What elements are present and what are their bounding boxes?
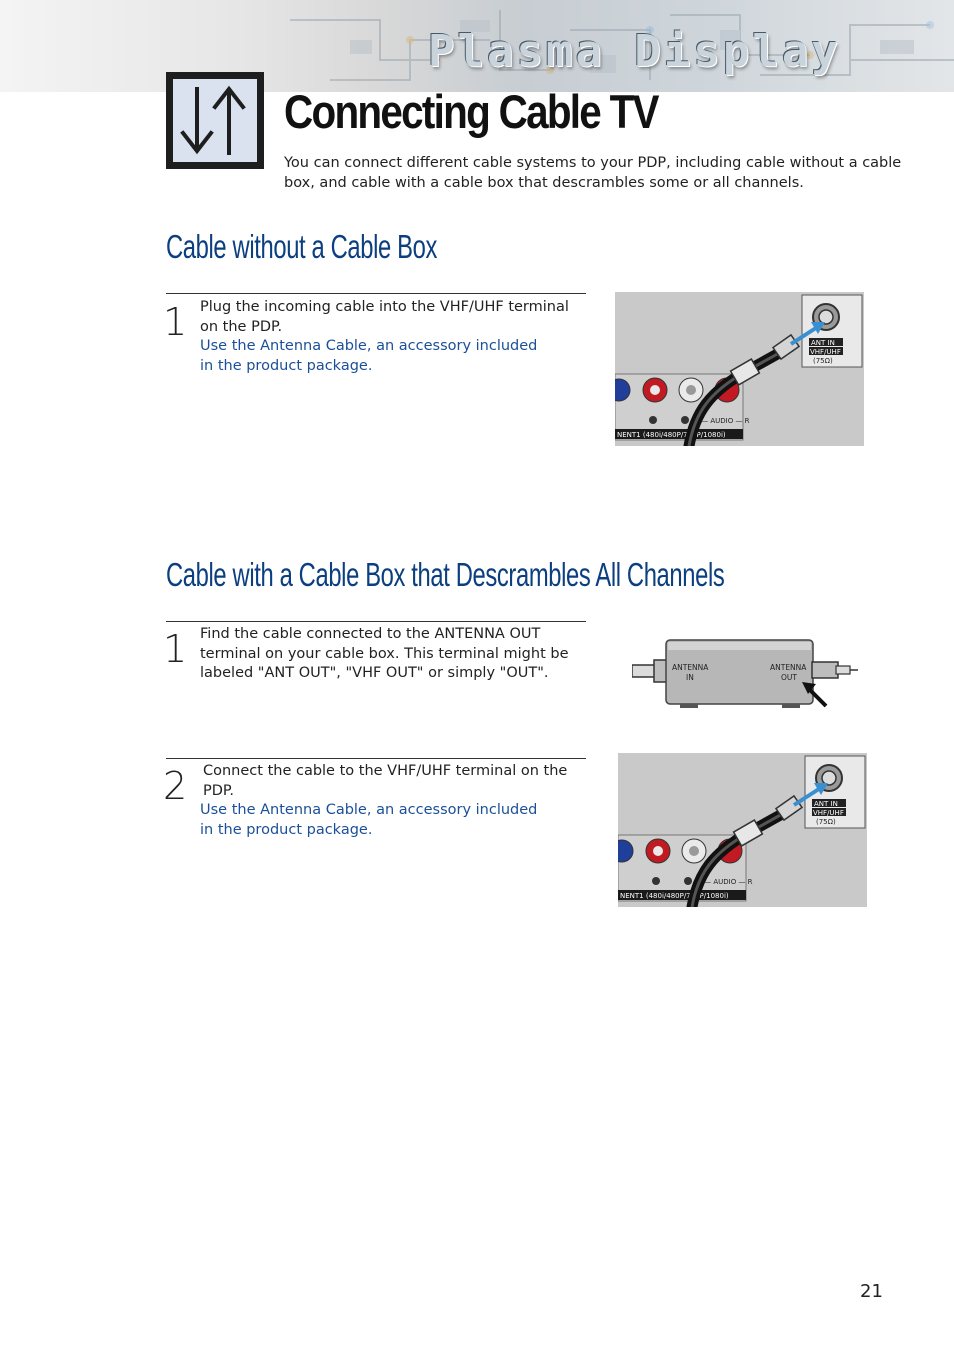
note-line: in the product package. [200, 358, 373, 374]
header-banner [0, 0, 954, 92]
ant-in-label: ANT IN [814, 800, 838, 808]
page-title: Connecting Cable TV [284, 85, 658, 138]
note-line: Use the Antenna Cable, an accessory included [200, 802, 538, 818]
pdp-panel-figure [615, 292, 864, 446]
audio-label: L — AUDIO — R [698, 878, 753, 886]
antenna-in-label-1: ANTENNA [672, 663, 709, 672]
intro-text: You can connect different cable systems to your PDP, including cable without a cable box, and cable with a cable box that descrambles some or all channels. [284, 155, 902, 191]
section-divider [166, 621, 586, 622]
pdp-panel-figure-2 [618, 753, 867, 907]
step-number: 1 [163, 627, 188, 671]
step-number: 1 [163, 300, 188, 344]
step-note [200, 800, 537, 840]
section-heading-no-box: Cable without a Cable Box [166, 228, 438, 265]
impedance-label: (75Ω) [816, 818, 836, 826]
component-strip-label: NENT1 (480i/480P/720P/1080i) [617, 431, 726, 439]
impedance-label: (75Ω) [813, 357, 833, 365]
step-note [200, 336, 537, 376]
step-number: 2 [163, 764, 188, 808]
step-text: Plug the incoming cable into the VHF/UHF terminal on the PDP. [200, 299, 569, 335]
note-line: Use the Antenna Cable, an accessory included [200, 338, 538, 354]
audio-label: L — AUDIO — R [695, 417, 750, 425]
section-divider [166, 758, 586, 759]
vhf-uhf-label: VHF/UHF [810, 348, 841, 356]
page-number: 21 [860, 1281, 883, 1302]
component-strip-label: NENT1 (480i/480P/720P/1080i) [620, 892, 729, 900]
ant-in-label: ANT IN [811, 339, 835, 347]
up-down-arrows-icon [173, 79, 257, 162]
section-logo [166, 72, 264, 169]
antenna-out-label-1: ANTENNA [770, 663, 807, 672]
note-line: in the product package. [200, 822, 373, 838]
step-text: Find the cable connected to the ANTENNA OUT terminal on your cable box. This terminal might be labeled "ANT OUT", "VHF OUT" or simply "OUT". [200, 626, 569, 681]
vhf-uhf-label: VHF/UHF [813, 809, 844, 817]
antenna-in-label-2: IN [686, 673, 694, 682]
section-heading-with-box: Cable with a Cable Box that Descrambles All Channels [166, 556, 725, 593]
step-text: Connect the cable to the VHF/UHF terminal on the PDP. [203, 763, 568, 799]
antenna-out-label-2: OUT [781, 673, 797, 682]
banner-title: Plasma Display [428, 26, 841, 77]
cable-box-figure [632, 636, 860, 712]
section-divider [166, 293, 586, 294]
